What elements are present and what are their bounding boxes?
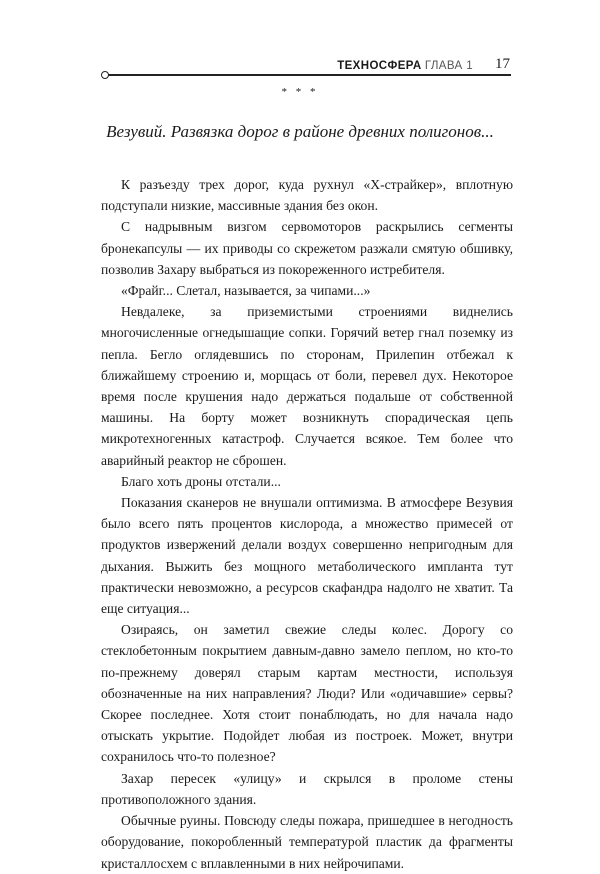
body-text: [101, 174, 513, 874]
running-head: [113, 60, 473, 72]
paragraph: С надрывным визгом сервомоторов раскрылись сегменты бронекапсулы — их приводы со скрежетом разжали смятую обшивку, позволив Захару выбраться из покореженного истребителя.: [101, 219, 513, 277]
header-rule: [108, 74, 511, 76]
paragraph: Захар пересек «улицу» и скрылся в проломе стены противоположного здания.: [101, 770, 513, 807]
page-number: 17: [495, 56, 510, 72]
paragraph: Обычные руины. Повсюду следы пожара, пришедшее в негодность оборудование, покоробленный температурой пластик да фрагменты кристаллосхем с вплавленными в них нейрочипами.: [101, 813, 513, 871]
paragraph: «Фрайг... Слетал, называется, за чипами...»: [121, 283, 371, 299]
paragraph: Озираясь, он заметил свежие следы колес. Дорогу со стеклобетонным покрытием давным-давно замело пеплом, но кто-то по-прежнему доверял старым картам местности, используя обозначенные на них направления? Люди? Или «одичавшие» сервы? Скорее последнее. Хотя стоит понаблюдать, но для начала надо отыскать укрытие. Подойдет любая из построек. Может, внутри сохранилось что-то полезное?: [101, 622, 513, 765]
paragraph: К разъезду трех дорог, куда рухнул «X-страйкер», вплотную подступали низкие, массивные здания без окон.: [101, 177, 513, 214]
section-separator: * * *: [281, 86, 319, 98]
paragraph: Невдалеке, за приземистыми строениями виднелись многочисленные огнедышащие сопки. Горячий ветер гнал поземку из пепла. Бегло оглядевшись по сторонам, Прилепин отбежал к ближайшему строению и, морщась от боли, перевел дух. Некоторое время после крушения надо держаться подальше от собственной машины. На борту может возникнуть спорадическая цепь микротехногенных катастроф. Случается всякое. Тем более что аварийный реактор не сброшен.: [101, 304, 513, 468]
paragraph: Показания сканеров не внушали оптимизма. В атмосфере Везувия было всего пять процентов кислорода, а множество примесей от продуктов извержений делали воздух совершенно непригодным для дыхания. Выжить без мощного метаболического импланта тут практически невозможно, а ресурсов скафандра надолго не хватит. Та еще ситуация...: [101, 495, 513, 617]
paragraph: Благо хоть дроны отстали...: [121, 473, 281, 489]
running-head-book-title: ТЕХНОСФЕРА: [337, 60, 422, 72]
running-head-chapter: ГЛАВА 1: [424, 60, 473, 72]
chapter-title: Везувий. Развязка дорог в районе древних полигонов...: [106, 122, 494, 141]
